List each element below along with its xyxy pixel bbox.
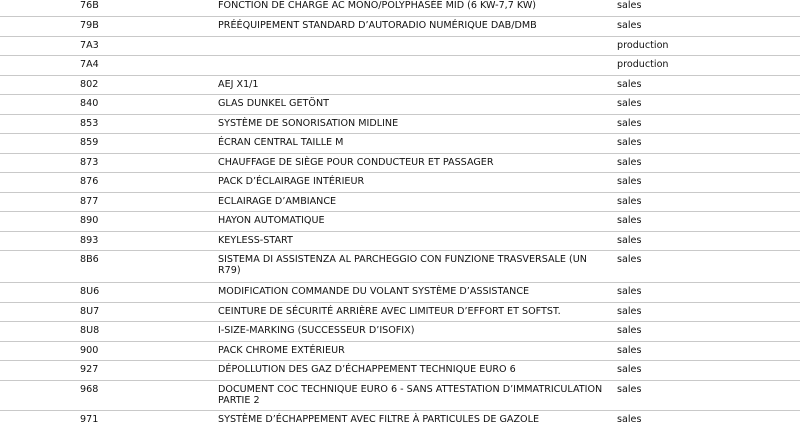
- option-category: sales: [617, 137, 642, 148]
- table-row: [0, 133, 800, 154]
- table-row: [0, 250, 800, 283]
- option-category: sales: [617, 157, 642, 168]
- table-row: [0, 36, 800, 56]
- table-row: [0, 192, 800, 212]
- option-description: CHAUFFAGE DE SIÈGE POUR CONDUCTEUR ET PASSAGER: [218, 157, 494, 168]
- option-code: 853: [80, 118, 99, 129]
- option-description: PRÉÉQUIPEMENT STANDARD D’AUTORADIO NUMÉRIQUE DAB/DMB: [218, 20, 537, 31]
- table-row: [0, 360, 800, 381]
- table-row: [0, 1, 800, 16]
- option-description: I-SIZE-MARKING (SUCCESSEUR D’ISOFIX): [218, 325, 415, 336]
- option-description: DÉPOLLUTION DES GAZ D’ÉCHAPPEMENT TECHNIQUE EURO 6: [218, 364, 516, 375]
- option-category: sales: [617, 196, 642, 207]
- option-description: FONCTION DE CHARGE AC MONO/POLYPHASÉE MID (6 KW-7,7 KW): [218, 0, 537, 11]
- option-code: 890: [80, 215, 99, 226]
- option-code: 876: [80, 176, 99, 187]
- option-category: sales: [617, 0, 642, 11]
- table-row: [0, 211, 800, 232]
- table-row: [0, 321, 800, 342]
- table-row: [0, 94, 800, 115]
- option-code: 968: [80, 384, 99, 395]
- option-code: 7A3: [80, 40, 99, 51]
- table-row: [0, 282, 800, 303]
- option-description: ECLAIRAGE D’AMBIANCE: [218, 196, 337, 207]
- option-description: PACK D’ÉCLAIRAGE INTÉRIEUR: [218, 176, 365, 187]
- option-description: GLAS DUNKEL GETÖNT: [218, 98, 329, 109]
- option-category: sales: [617, 79, 642, 90]
- option-code: 8B6: [80, 254, 99, 265]
- option-category: sales: [617, 414, 642, 425]
- table-row: [0, 16, 800, 37]
- option-category: sales: [617, 345, 642, 356]
- option-category: sales: [617, 384, 642, 395]
- option-description: HAYON AUTOMATIQUE: [218, 215, 325, 226]
- option-category: sales: [617, 364, 642, 375]
- option-code: 971: [80, 414, 99, 425]
- option-code: 8U8: [80, 325, 100, 336]
- option-code: 840: [80, 98, 99, 109]
- option-code: 802: [80, 79, 99, 90]
- option-description: SYSTÈME DE SONORISATION MIDLINE: [218, 118, 399, 129]
- option-description: SYSTÈME D’ÉCHAPPEMENT AVEC FILTRE À PARTICULES DE GAZOLE: [218, 414, 540, 425]
- option-category: sales: [617, 176, 642, 187]
- option-code: 927: [80, 364, 99, 375]
- table-row: [0, 380, 800, 411]
- option-description: DOCUMENT COC TECHNIQUE EURO 6 - SANS ATTESTATION D’IMMATRICULATION PARTIE 2: [218, 384, 603, 406]
- option-code: 859: [80, 137, 99, 148]
- option-category: sales: [617, 254, 642, 265]
- option-category: production: [617, 40, 669, 51]
- table-row: [0, 410, 800, 426]
- option-code: 873: [80, 157, 99, 168]
- option-description: MODIFICATION COMMANDE DU VOLANT SYSTÈME D’ASSISTANCE: [218, 286, 530, 297]
- option-code: 7A4: [80, 59, 99, 70]
- table-row: [0, 114, 800, 134]
- option-category: sales: [617, 325, 642, 336]
- option-category: sales: [617, 235, 642, 246]
- table-row: [0, 302, 800, 322]
- option-category: sales: [617, 118, 642, 129]
- option-code: 76B: [80, 0, 99, 11]
- option-code: 893: [80, 235, 99, 246]
- option-description: KEYLESS-START: [218, 235, 293, 246]
- option-description: AEJ X1/1: [218, 79, 259, 90]
- option-category: sales: [617, 215, 642, 226]
- option-category: production: [617, 59, 669, 70]
- table-row: [0, 341, 800, 361]
- table-row: [0, 153, 800, 173]
- option-category: sales: [617, 98, 642, 109]
- option-code: 8U7: [80, 306, 100, 317]
- option-code: 79B: [80, 20, 99, 31]
- option-code: 900: [80, 345, 99, 356]
- option-category: sales: [617, 20, 642, 31]
- option-category: sales: [617, 286, 642, 297]
- table-row: [0, 172, 800, 193]
- option-code: 877: [80, 196, 99, 207]
- table-row: [0, 55, 800, 76]
- option-category: sales: [617, 306, 642, 317]
- option-description: PACK CHROME EXTÉRIEUR: [218, 345, 345, 356]
- option-description: ÉCRAN CENTRAL TAILLE M: [218, 137, 344, 148]
- table-row: [0, 75, 800, 95]
- option-description: SISTEMA DI ASSISTENZA AL PARCHEGGIO CON FUNZIONE TRASVERSALE (UN R79): [218, 254, 587, 276]
- option-description: CEINTURE DE SÉCURITÉ ARRIÈRE AVEC LIMITEUR D’EFFORT ET SOFTST.: [218, 306, 561, 317]
- table-row: [0, 231, 800, 251]
- option-code: 8U6: [80, 286, 100, 297]
